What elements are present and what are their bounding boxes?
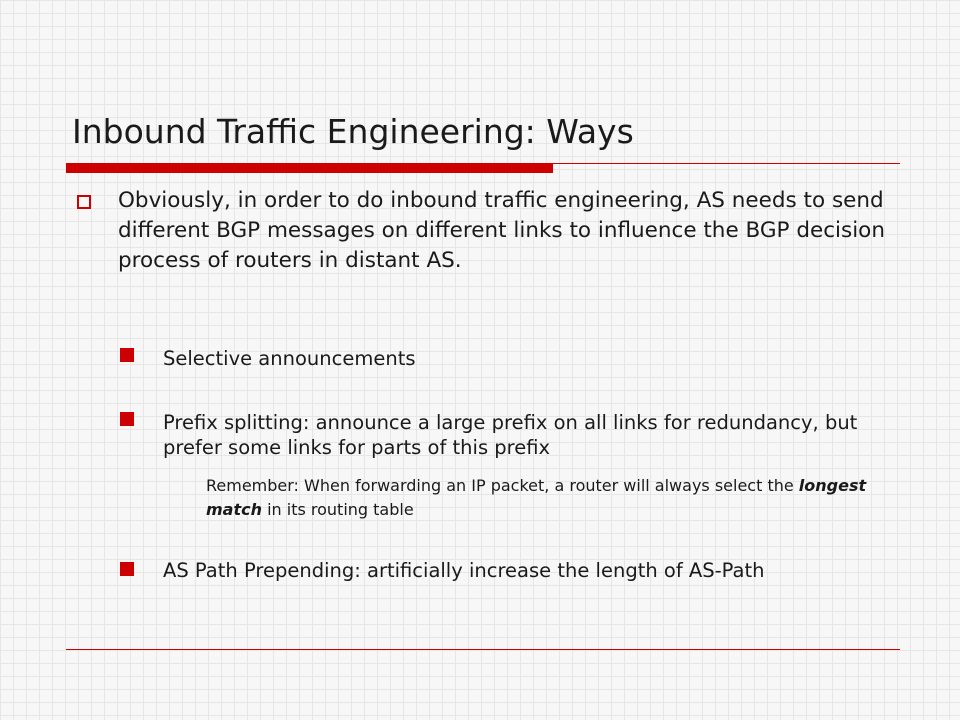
note-text-start: Remember: When forwarding an IP packet, a router will always select the <box>206 476 799 495</box>
sub-bullet-as-path-prepending: AS Path Prepending: artificially increase the length of AS-Path <box>163 559 765 582</box>
title-underline-rule <box>553 163 900 164</box>
note-text <box>206 474 886 522</box>
filled-square-icon <box>120 412 134 426</box>
sub-bullet-selective-announcements: Selective announcements <box>163 347 416 370</box>
bottom-rule <box>66 649 900 650</box>
main-bullet-text: Obviously, in order to do inbound traffic engineering, AS needs to send different BGP messages on different links to influence the BGP decision process of routers in distant AS. <box>118 188 885 273</box>
title-underline-bar <box>66 163 553 173</box>
note-text-end: in its routing table <box>262 500 414 519</box>
note-emphasis: longest match <box>206 476 867 519</box>
filled-square-icon <box>120 562 134 576</box>
sub-bullet-prefix-splitting: Prefix splitting: announce a large prefix on all links for redundancy, but prefer some links for parts of this prefix <box>163 411 858 459</box>
hollow-square-icon <box>77 195 91 209</box>
slide-title: Inbound Traffic Engineering: Ways <box>72 112 634 151</box>
filled-square-icon <box>120 348 134 362</box>
